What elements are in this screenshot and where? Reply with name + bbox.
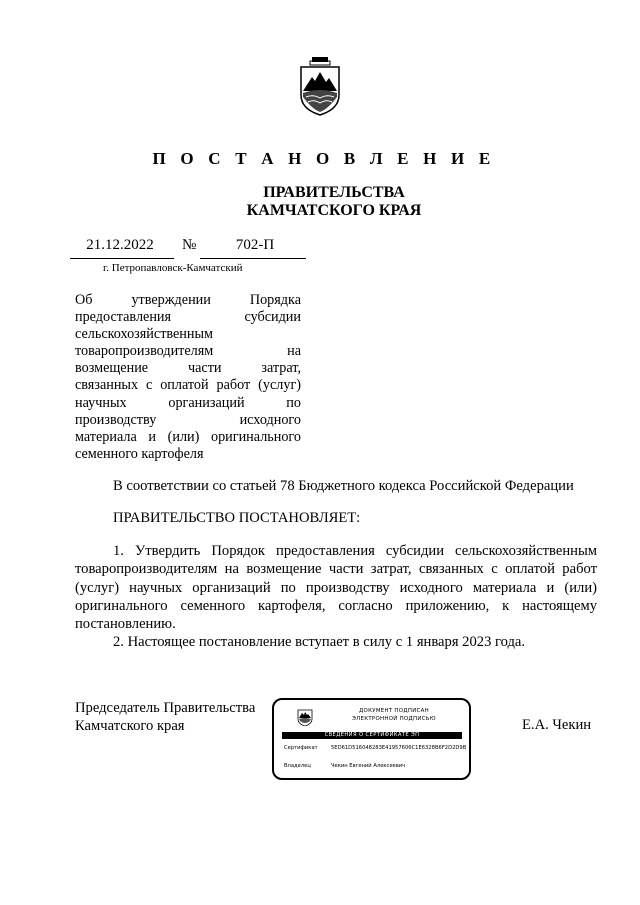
issuer-line-1: ПРАВИТЕЛЬСТВА [263,184,405,201]
issuer-line-2: КАМЧАТСКОГО КРАЯ [246,202,422,219]
stamp-cert-label: Сертификат [284,745,318,751]
document-title [75,292,301,463]
title-line: связанных с оплатой работ (услуг) [75,377,301,394]
document-number: 702-П [235,237,275,253]
body-line: 2. Настоящее постановление вступает в силу с 1 января 2023 года. [113,634,526,651]
signatory-name: Е.А. Чекин [522,717,592,733]
body-line: товаропроизводителям на возмещение части затрат, связанных с оплатой работ [75,561,597,578]
document-type-heading: П О С Т А Н О В Л Е Н И Е [152,149,496,168]
electronic-signature-stamp [272,698,471,780]
resolves-text: ПРАВИТЕЛЬСТВО ПОСТАНОВЛЯЕТ: [113,510,361,526]
kamchatka-coat-of-arms-icon [298,57,342,117]
title-line: сельскохозяйственным [75,326,214,343]
document-date: 21.12.2022 [86,237,154,253]
body-line: (услуг) научных организаций по производству исходного материала и (или) [75,579,597,596]
number-sign: № [182,237,197,253]
title-line: научных организаций по [75,394,301,411]
stamp-info-bar: СВЕДЕНИЯ О СЕРТИФИКАТЕ ЭП [282,732,462,739]
signatory-position-line: Камчатского края [75,717,185,734]
title-line: материала и (или) оригинального [75,428,301,445]
signatory-position-line: Председатель Правительства [75,700,256,716]
city-name: г. Петропавловск-Камчатский [103,262,243,274]
title-line: Об утверждении Порядка [75,292,301,308]
title-line: возмещение части затрат, [75,360,301,377]
date-underline [70,258,174,259]
title-line: предоставления субсидии [75,309,301,326]
stamp-title-line: ДОКУМЕНТ ПОДПИСАН [359,708,429,714]
kamchatka-coat-of-arms-icon [297,708,313,726]
title-line: товаропроизводителям на [75,343,301,360]
title-line: производству исходного [75,411,301,428]
title-line: семенного картофеля [75,445,204,462]
body-line: оригинального семенного картофеля, согласно приложению, к настоящему [75,597,597,614]
signatory-position [75,700,255,736]
document-body [75,542,597,652]
number-underline [200,258,306,259]
preamble-text: В соответствии со статьей 78 Бюджетного кодекса Российской Федерации [113,478,574,494]
body-line: 1. Утвердить Порядок предоставления субсидии сельскохозяйственным [113,543,597,559]
stamp-title-line: ЭЛЕКТРОННОЙ ПОДПИСЬЮ [352,716,436,722]
stamp-owner-label: Владелец [284,763,311,769]
stamp-cert-value: 5ED61D516048283E41957606C1E6328B6F2D2D9B [331,745,467,751]
body-line: постановлению. [75,616,176,633]
stamp-owner-value: Чекин Евгений Алексеевич [331,763,406,769]
